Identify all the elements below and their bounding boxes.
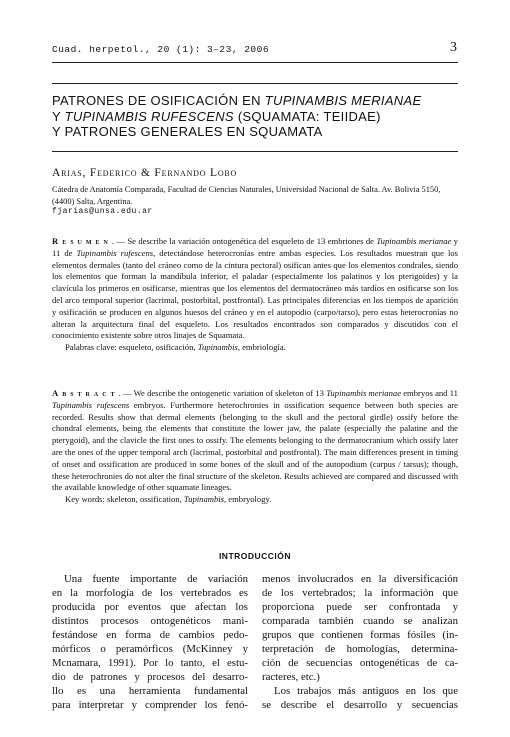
body-line: festándose en forma de cambios pedo- <box>52 629 248 641</box>
top-rule <box>52 62 458 63</box>
title-text: (SQUAMATA: TEIIDAE) <box>233 108 381 124</box>
body-column-right <box>262 572 458 712</box>
resumen-body <box>52 236 458 342</box>
body-line: producida por eventos que afectan los <box>52 601 248 613</box>
body-line: terpretación de homologías, determina- <box>262 643 458 655</box>
resumen <box>52 236 458 354</box>
body-line: proporciona puede ser confrontada y <box>262 601 458 613</box>
body-line: en la morfología de los vertebrados es <box>52 587 248 599</box>
body-line: grupos que contienen formas fósiles (in- <box>262 629 458 641</box>
abstract-keywords <box>52 494 458 506</box>
keywords-text: Key words: skeleton, ossification, <box>65 494 184 505</box>
abstract-text: embryos and 11 <box>401 388 458 398</box>
title-species-1: TUPINAMBIS MERIANAE <box>264 93 422 108</box>
section-heading-introduccion: INTRODUCCIÓN <box>218 551 292 561</box>
body-line: Mcnamara, 1991). Por lo tanto, el estu- <box>52 657 248 669</box>
keywords-genus: Tupinambis <box>183 494 224 505</box>
species-name: Tupinambis merianae <box>376 236 452 246</box>
authors: Arias, Federico & Fernando Lobo <box>52 167 238 179</box>
body-line: para interpretar y comprender los fenó- <box>52 699 248 711</box>
keywords-text: , embriología. <box>237 342 286 353</box>
body-line: mórficos o peramórficos (McKinney y <box>52 643 248 655</box>
keywords-genus: Tupinambis <box>197 342 238 353</box>
resumen-keywords <box>52 342 458 354</box>
title-text: Y <box>52 108 65 124</box>
body-line: racteres, etc.) <box>262 671 320 683</box>
title-top-rule <box>52 83 458 84</box>
keywords-text: , embryology. <box>224 494 272 505</box>
abstract-heading: Abstract <box>52 388 119 398</box>
resumen-text: , detectándose heterocronías entre ambas especies. Los resultados muestran que los elementos dermales (tanto del cráneo como de la cintura pectoral) osifican antes que los elementos condrales, siendo los elementos que forman la mandíbula inferior, el paladar (especialmente los palatinos y los pterigoides) y la clavícula los primeros en osificarse, mientras que los elementos del dermatocráneo más tardíos en osificarse son los del arco temporal superior (lacrimal, postorbital, postfrontal). Las principales diferencias en los tiempos de aparición y osificación se producen en algunos huesos del cráneo y en el autopodio (carpo/tarso), pero estas heterocronías no alteran la arquitectura final del esqueleto. Los resultados encontrados son comparados y discutidos con el conocimiento existente sobre otros linajes de Squamata. <box>52 247 458 341</box>
body-line: Los trabajos más antiguos en los que <box>274 685 458 697</box>
body-line: llo es una herramienta fundamental <box>52 685 248 697</box>
keywords-text: Palabras clave: esqueleto, osificación, <box>65 342 198 353</box>
running-header: Cuad. herpetol., 20 (1): 3–23, 2006 <box>52 44 270 55</box>
body-line: ción de secuencias ontogenéticas de ca- <box>262 657 458 669</box>
title-species-2: TUPINAMBIS RUFESCENS <box>64 108 234 124</box>
resumen-text: y 11 de <box>52 236 458 258</box>
body-line: dio de patrones y procesos del desarro- <box>52 671 248 683</box>
title-bottom-rule <box>52 151 458 152</box>
body-line: distintos procesos ontogenéticos mani- <box>52 615 248 627</box>
species-name: Tupinambis rufescens <box>52 399 130 410</box>
body-line: menos involucrados en la diversificación <box>262 573 458 585</box>
title-text: PATRONES DE OSIFICACIÓN EN <box>52 93 265 108</box>
body-column-left <box>52 572 248 712</box>
abstract-text: . — We describe the ontogenetic variation of skeleton of 13 <box>118 388 327 398</box>
body-line: de los vertebrados; la información que <box>262 587 458 599</box>
resumen-heading: Resumen <box>52 236 112 246</box>
body-line: comparada también cuando se analizan <box>262 615 458 627</box>
resumen-text: . — Se describe la variación ontogenética del esqueleto de 13 embriones de <box>111 236 377 246</box>
title-text: Y PATRONES GENERALES EN SQUAMATA <box>52 124 323 139</box>
article-title <box>52 93 458 140</box>
species-name: Tupinambis merianae <box>326 388 402 398</box>
body-line: se describe el desarrollo y secuencias <box>262 699 458 711</box>
affiliation: Cátedra de Anatomía Comparada, Facultad de Ciencias Naturales, Universidad Nacional de Salta. Av. Bolivia 5150, (4400) Salta, Argentina. <box>52 185 441 206</box>
species-name: Tupinambis rufescens <box>76 247 154 258</box>
abstract-body <box>52 388 458 494</box>
body-line: Una fuente importante de variación <box>64 573 248 585</box>
email: fjarias@unsa.edu.ar <box>52 207 153 216</box>
page-number: 3 <box>450 40 457 55</box>
abstract <box>52 388 458 506</box>
abstract-text: embryos. Furthermore heterochronies in ossification sequence between both species are recorded. Results show that dermal elements (belonging to the skull and the pectoral girdle) ossify before the chondral elements, being the elements that constitute the lower jaw, the palate (especially the palatine and the pterygoid), and the clavicle the first ones to ossify. The elements belonging to the dermatocranium which ossify later are the ones of the upper temporal arch (lacrimal, postorbital and postfrontal). The main differences present in timing of onset and ossification are produced in some bones of the skull and of the autopodium (carpus / tarsus); though, these heterochronies do not alter the final structure of the skeleton. Results achieved are compared and discussed with the available knowledge of other squamate lineages. <box>52 399 458 493</box>
